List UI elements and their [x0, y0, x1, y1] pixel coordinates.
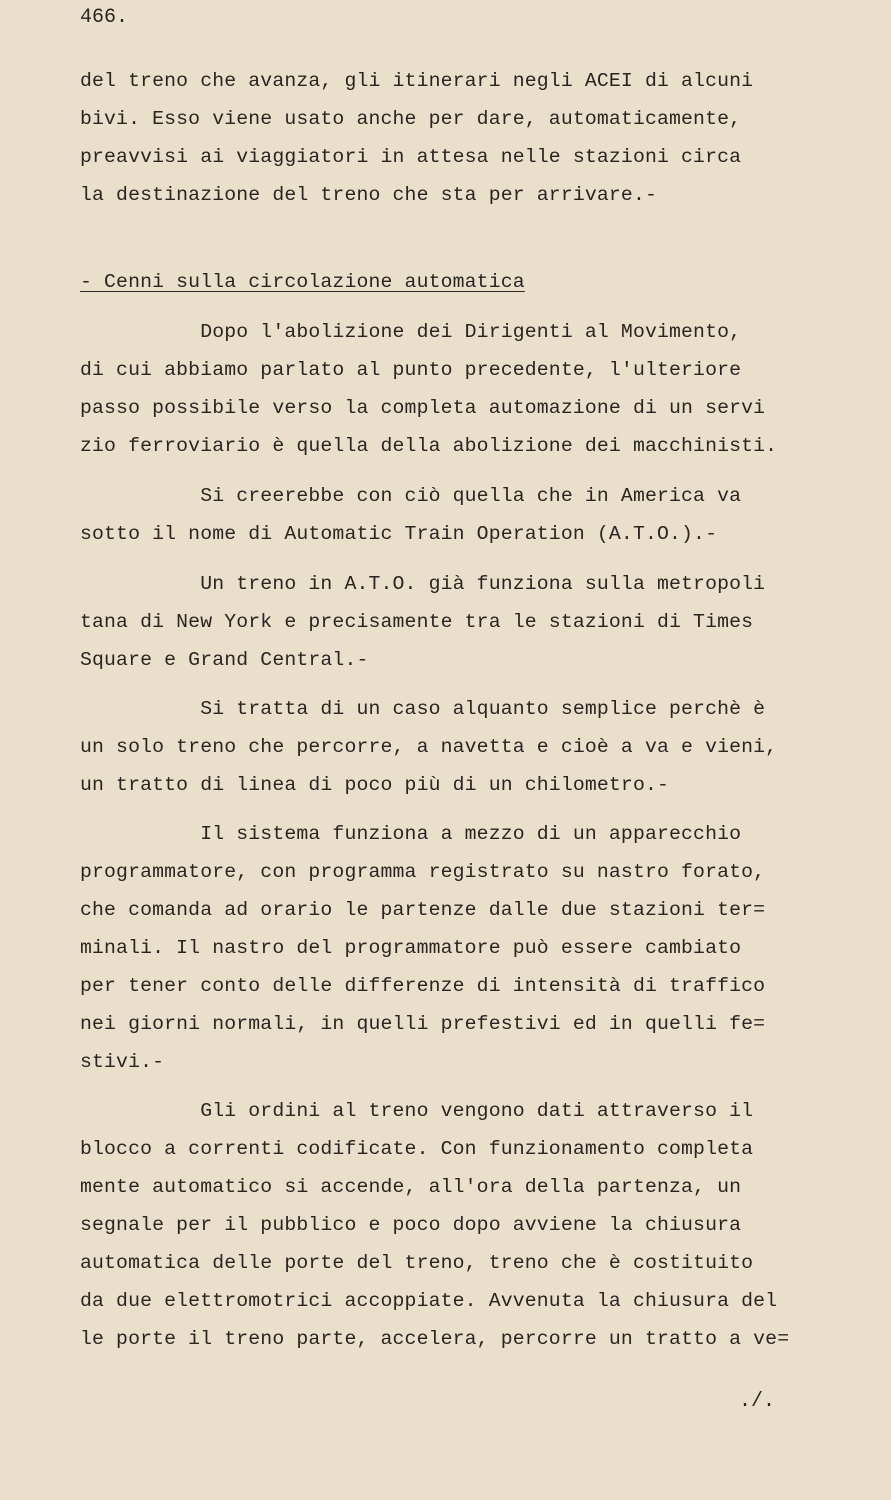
- text-line: Gli ordini al treno vengono dati attraverso il: [80, 1100, 754, 1122]
- text-line: Il sistema funziona a mezzo di un apparecchio: [80, 823, 742, 845]
- text-line: per tener conto delle differenze di intensità di traffico: [80, 975, 766, 997]
- text-line: passo possibile verso la completa automazione di un servi: [80, 397, 766, 419]
- text-line: programmatore, con programma registrato su nastro forato,: [80, 861, 766, 883]
- text-line: nei giorni normali, in quelli prefestivi ed in quelli fe=: [80, 1013, 766, 1035]
- text-line: un solo treno che percorre, a navetta e cioè a va e vieni,: [80, 736, 778, 758]
- page-number: 466.: [80, 6, 129, 29]
- text-line: Un treno in A.T.O. già funziona sulla metropoli: [80, 573, 766, 595]
- text-line: Square e Grand Central.-: [80, 649, 369, 671]
- text-line: sotto il nome di Automatic Train Operation (A.T.O.).-: [80, 523, 718, 545]
- text-line: automatica delle porte del treno, treno che è costituito: [80, 1252, 754, 1274]
- text-line: la destinazione del treno che sta per arrivare.-: [80, 184, 657, 206]
- text-line: bivi. Esso viene usato anche per dare, automaticamente,: [80, 108, 742, 130]
- text-line: un tratto di linea di poco più di un chilometro.-: [80, 774, 670, 796]
- text-line: tana di New York e precisamente tra le stazioni di Times: [80, 611, 754, 633]
- text-line: Si creerebbe con ciò quella che in America va: [80, 485, 742, 507]
- text-line: le porte il treno parte, accelera, percorre un tratto a ve=: [80, 1328, 790, 1350]
- text-line: di cui abbiamo parlato al punto precedente, l'ulteriore: [80, 359, 742, 381]
- text-line: Dopo l'abolizione dei Dirigenti al Movimento,: [80, 321, 742, 343]
- text-line: che comanda ad orario le partenze dalle due stazioni ter=: [80, 899, 766, 921]
- text-line: preavvisi ai viaggiatori in attesa nelle stazioni circa: [80, 146, 742, 168]
- text-line: stivi.-: [80, 1051, 165, 1073]
- continuation-mark: ./.: [739, 1390, 776, 1413]
- text-line: Si tratta di un caso alquanto semplice perchè è: [80, 698, 766, 720]
- text-line: mente automatico si accende, all'ora della partenza, un: [80, 1176, 742, 1198]
- section-heading: - Cenni sulla circolazione automatica: [80, 271, 525, 293]
- text-line: segnale per il pubblico e poco dopo avviene la chiusura: [80, 1214, 742, 1236]
- text-line: zio ferroviario è quella della abolizione dei macchinisti.: [80, 435, 778, 457]
- text-line: blocco a correnti codificate. Con funzionamento completa: [80, 1138, 754, 1160]
- text-line: da due elettromotrici accoppiate. Avvenuta la chiusura del: [80, 1290, 778, 1312]
- text-line: del treno che avanza, gli itinerari negli ACEI di alcuni: [80, 70, 754, 92]
- text-line: minali. Il nastro del programmatore può essere cambiato: [80, 937, 742, 959]
